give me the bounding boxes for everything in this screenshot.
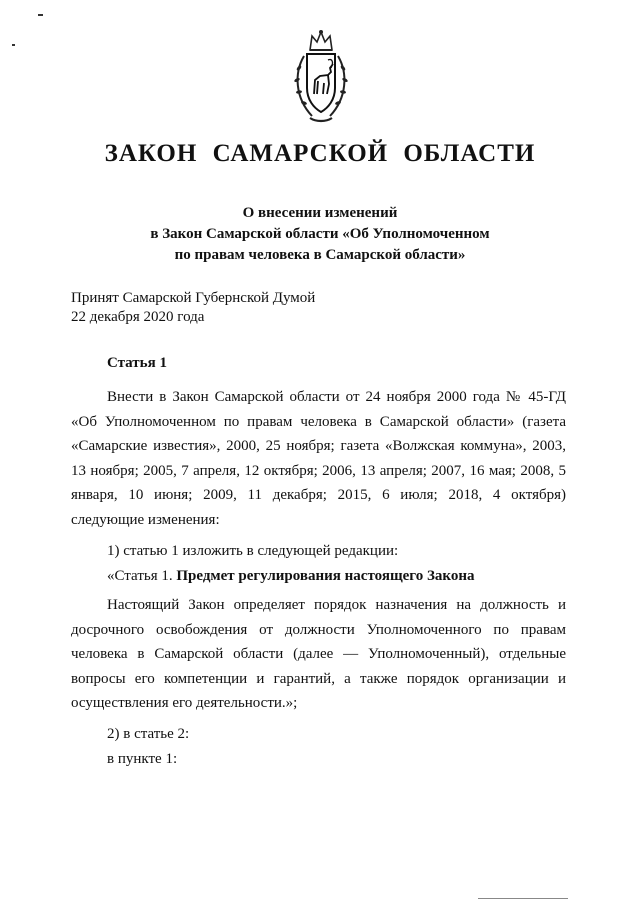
quoted-article-title: Предмет регулирования настоящего Закона [176, 568, 475, 584]
law-subtitle [0, 203, 640, 266]
adoption-date: 22 декабря 2020 года [71, 309, 205, 325]
article-intro-paragraph: Внести в Закон Самарской области от 24 ноября 2000 года № 45-ГД «Об Уполномоченном по правам человека в Самарской области» (газета «Самарские известия», 2000, 25 ноября; газета «Волжская коммуна», 2003, 13 ноября; 2005, 7 апреля, 12 октября; 2006, 13 апреля; 2007, 16 мая; 2008, 5 января, 10 июня; 2009, 11 декабря; 2015, 6 июля; 2018, 4 октября) следующие изменения: [71, 389, 566, 528]
scan-speck [12, 44, 15, 46]
quoted-article-prefix: «Статья 1. [107, 568, 177, 584]
scan-speck [38, 14, 43, 16]
amendment-item-2: 2) в статье 2: [107, 726, 190, 742]
quoted-article-body: Настоящий Закон определяет порядок назначения на должность и досрочного освобождения от должности Уполномоченного по правам человека в Самарской области (далее — Уполномоченный), отдельные вопросы его компетенции и гарантий, а также порядок организации и осуществления его деятельности.»; [71, 597, 566, 711]
subtitle-line: по правам человека в Самарской области» [174, 247, 466, 263]
quoted-article-heading [71, 564, 566, 589]
adoption-note [71, 289, 315, 327]
amendment-subitem: в пункте 1: [107, 751, 178, 767]
amendment-item-1: 1) статью 1 изложить в следующей редакции: [107, 543, 399, 559]
adoption-body: Принят Самарской Губернской Думой [71, 290, 316, 306]
law-title: ЗАКОН САМАРСКОЙ ОБЛАСТИ [104, 140, 536, 167]
article-heading: Статья 1 [107, 355, 167, 371]
subtitle-line: в Закон Самарской области «Об Уполномоченном [150, 226, 490, 242]
scan-edge-mark [478, 898, 568, 899]
samara-coat-of-arms-icon [290, 28, 352, 128]
subtitle-line: О внесении изменений [242, 205, 398, 221]
